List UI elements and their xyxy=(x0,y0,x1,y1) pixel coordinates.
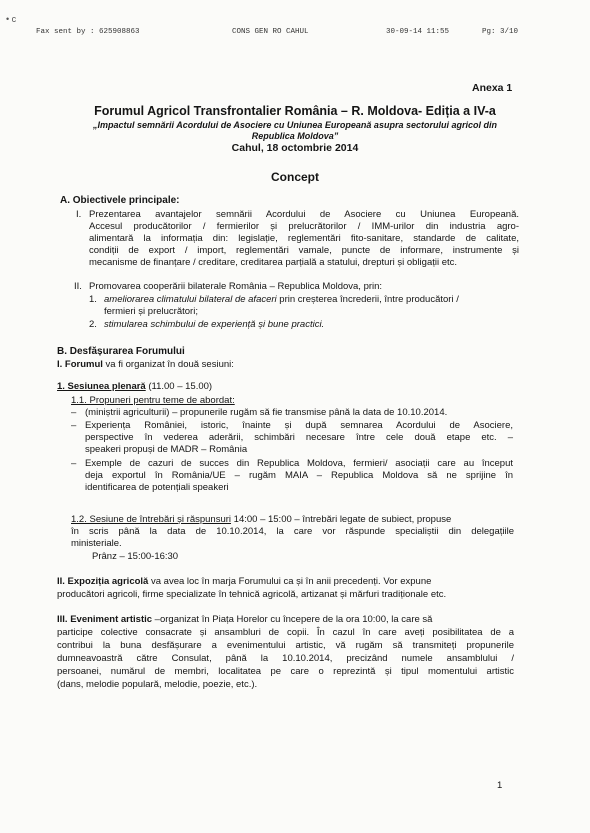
annex-label: Anexa 1 xyxy=(472,82,513,94)
topic-bullet-line: speakeri propuși de MADR – România xyxy=(85,444,248,455)
art-line: persoanei, numărul de membri, localitatea pe care o reprezintă și tipul momentului artistic xyxy=(57,666,514,677)
sub-objective-2-text: stimularea schimbului de experiență și bune practici. xyxy=(104,319,325,330)
topic-bullet-line: deja exportul în România/UE – rugăm MAIA – Republica Moldova să ne sprijine în xyxy=(85,470,513,481)
qa-session-line: în scris până la data de 10.10.2014, la care vor răspunde specialiștii din delegațiile xyxy=(71,526,514,537)
topic-bullet-line: identificarea de potențiali speakeri xyxy=(85,482,229,493)
objective-1-number: I. xyxy=(76,209,82,220)
objective-1-line: Prezentarea avantajelor semnării Acordului de Asociere cu Uniunea Europeană. xyxy=(89,209,519,220)
fax-sender: Fax sent by : 625908863 xyxy=(36,28,140,36)
qa-session-time: 14:00 – 15:00 – întrebări legate de subiect, propuse xyxy=(231,514,452,525)
page-number: 1 xyxy=(497,780,503,791)
forum-subtitle-line1: „Impactul semnării Acordului de Asociere cu Uniunea Europeană asupra sectorului agricol din xyxy=(93,120,497,130)
objective-2-text: Promovarea cooperării bilaterale România – Republica Moldova, prin: xyxy=(89,281,383,292)
topic-bullet-line: (miniștrii agriculturii) – propunerile rugăm să fie transmise până la data de 10.10.2014. xyxy=(85,407,448,418)
plenary-session-label: 1. Sesiunea plenară xyxy=(57,381,146,392)
forum-intro-label: I. Forumul xyxy=(57,359,103,370)
forum-intro xyxy=(57,359,234,370)
section-b-heading: B. Desfășurarea Forumului xyxy=(57,346,185,357)
bullet-dash: – xyxy=(71,407,77,418)
lunch-break: Prânz – 15:00-16:30 xyxy=(92,551,179,562)
sub-objective-1-text xyxy=(104,294,459,305)
corner-mark: • c xyxy=(6,14,17,24)
art-label: III. Eveniment artistic xyxy=(57,614,153,625)
sub-objective-2-number: 2. xyxy=(89,319,97,330)
forum-intro-text: va fi organizat în două sesiuni: xyxy=(102,359,234,370)
sub-objective-1-emphasis: ameliorarea climatului bilateral de afaceri xyxy=(104,294,277,305)
qa-session xyxy=(71,514,451,525)
expo-label: II. Expoziția agricolă xyxy=(57,576,149,587)
topic-bullet-line: perspective în vederea aderării, schimbări necesare între cele două etape etc. – xyxy=(85,432,513,443)
objective-2-number: II. xyxy=(74,281,82,292)
sub-objective-1-rest: prin creșterea încrederii, între producători / xyxy=(276,294,459,305)
expo-paragraph xyxy=(57,576,431,587)
section-a-heading: A. Obiectivele principale: xyxy=(60,195,180,206)
objective-1-line: mecanisme de finanțare / creditare, creditarea parțială a statului, drepturi și obligații etc. xyxy=(89,257,458,268)
topics-label: 1.1. Propuneri pentru teme de abordat: xyxy=(71,395,235,406)
expo-line: producători agricoli, firme specializate în tehnică agricolă, artizanat și mărfuri tradiționale etc. xyxy=(57,589,447,600)
forum-title: Forumul Agricol Transfrontalier România – R. Moldova- Ediția a IV-a xyxy=(94,104,496,118)
objective-1-line: Accesul producătorilor / fermierilor și prelucrătorilor / IMM-urilor din industria agro- xyxy=(89,221,519,232)
plenary-session xyxy=(57,381,212,392)
art-line: contribui la buna desfășurare a evenimentului artistic, vă rugăm să transmiteți propunerile xyxy=(57,640,514,651)
bullet-dash: – xyxy=(71,420,77,431)
forum-subtitle-line2: Republica Moldova” xyxy=(251,131,339,141)
qa-session-label: 1.2. Sesiune de întrebări și răspunsuri xyxy=(71,514,232,525)
art-text: –organizat în Piața Horelor cu începere de la ora 10:00, la care să xyxy=(152,614,433,625)
art-paragraph xyxy=(57,614,432,625)
fax-page: Pg: 3/10 xyxy=(482,28,519,36)
sub-objective-1-number: 1. xyxy=(89,294,97,305)
fax-origin: CONS GEN RO CAHUL xyxy=(232,28,309,36)
qa-session-line: ministeriale. xyxy=(71,538,122,549)
sub-objective-1-line: fermieri și prelucrători; xyxy=(104,306,198,317)
art-line: dumneavoastră către Consulat, până la 10.10.2014, precizând numele ansamblului / xyxy=(57,653,514,664)
objective-1-line: alimentară la informația din: legislație, reglementări fito-sanitare, standarde de calitate, xyxy=(89,233,519,244)
document-heading: Concept xyxy=(271,170,319,184)
art-line: (dans, melodie populară, melodie, poezie, etc.). xyxy=(57,679,258,690)
expo-text: va avea loc în marja Forumului ca și în anii precedenți. Vor expune xyxy=(148,576,432,587)
art-line: participe colective consacrate și ansambluri de copii. În cazul în care aveți posibilitatea de a xyxy=(57,627,514,638)
objective-1-line: condiții de export / import, reglementări vamale, puncte de informare, instrumente și xyxy=(89,245,519,256)
fax-datetime: 30-09-14 11:55 xyxy=(386,28,450,36)
place-date: Cahul, 18 octombrie 2014 xyxy=(231,142,359,154)
topic-bullet-line: Experiența României, istoric, înainte și după semnarea Acordului de Asociere, xyxy=(85,420,513,431)
plenary-session-time: (11.00 – 15.00) xyxy=(145,381,213,392)
bullet-dash: – xyxy=(71,458,77,469)
topic-bullet-line: Exemple de cazuri de succes din Republica Moldova, fermieri/ asociații care au început xyxy=(85,458,513,469)
